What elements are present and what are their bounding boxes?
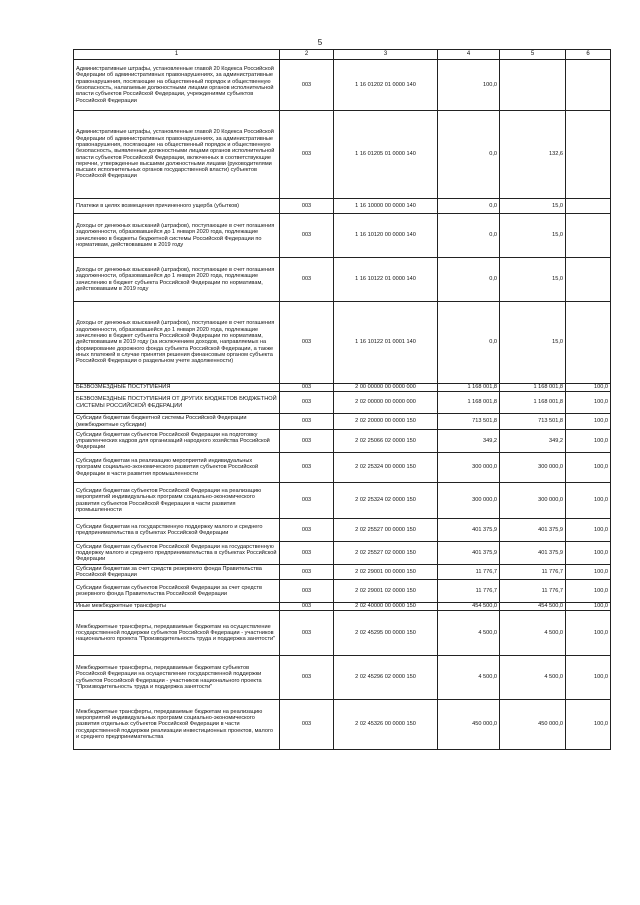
row-name: Субсидии бюджетам субъектов Российской Федерации на подготовку управленческих кадров для организаций народного хозяйства Российской Федерации <box>74 430 280 453</box>
admin-code: 003 <box>280 542 334 565</box>
admin-code: 003 <box>280 214 334 258</box>
row-name: БЕЗВОЗМЕЗДНЫЕ ПОСТУПЛЕНИЯ ОТ ДРУГИХ БЮДЖЕТОВ БЮДЖЕТНОЙ СИСТЕМЫ РОССИЙСКОЙ ФЕДЕРАЦИИ <box>74 392 280 414</box>
table-row <box>74 483 611 519</box>
admin-code: 003 <box>280 392 334 414</box>
fact-value: 300 000,0 <box>500 483 566 519</box>
percent-value: 100,0 <box>566 414 611 430</box>
budget-code: 1 16 10122 01 0000 140 <box>334 258 438 302</box>
fact-value: 15,0 <box>500 302 566 384</box>
fact-value <box>500 60 566 111</box>
admin-code: 003 <box>280 60 334 111</box>
row-name: Административные штрафы, установленные главой 20 Кодекса Российской Федерации об административных правонарушениях, за административные правонарушения, посягающие на общественный порядок и общественную безопасность, налагаемые должностными лицами органов исполнительной власти субъектов Российской Федерации, учреждениями субъектов Российской Федерации <box>74 60 280 111</box>
table-row <box>74 258 611 302</box>
row-name: Субсидии бюджетам на реализацию мероприятий индивидуальных программ социально-экономического развития субъектов Российской Федерации в части развития промышленности <box>74 453 280 483</box>
fact-value: 1 168 001,8 <box>500 384 566 392</box>
column-header: 3 <box>334 50 438 60</box>
row-name: Субсидии бюджетам за счет средств резервного фонда Правительства Российской Федерации <box>74 565 280 580</box>
column-header: 6 <box>566 50 611 60</box>
table-row <box>74 519 611 542</box>
table-row <box>74 214 611 258</box>
plan-value: 401 375,9 <box>438 542 500 565</box>
plan-value: 0,0 <box>438 199 500 214</box>
row-name: Межбюджетные трансферты, передаваемые бюджетам субъектов Российской Федерации на осуществление государственной поддержки субъектов Российской Федерации - участников национального проекта "Производительность труда и поддержка занятости" <box>74 656 280 700</box>
percent-value: 100,0 <box>566 453 611 483</box>
budget-code: 2 02 25527 00 0000 150 <box>334 519 438 542</box>
admin-code: 003 <box>280 656 334 700</box>
budget-code: 1 16 01205 01 0000 140 <box>334 111 438 199</box>
table-row <box>74 453 611 483</box>
budget-code: 2 02 29001 00 0000 150 <box>334 565 438 580</box>
admin-code: 003 <box>280 199 334 214</box>
table-row <box>74 656 611 700</box>
budget-code: 2 02 25066 02 0000 150 <box>334 430 438 453</box>
percent-value: 100,0 <box>566 384 611 392</box>
row-name: Субсидии бюджетам субъектов Российской Федерации за счет средств резервного фонда Правительства Российской Федерации <box>74 580 280 603</box>
budget-code: 2 02 20000 00 0000 150 <box>334 414 438 430</box>
row-name: Доходы от денежных взысканий (штрафов), поступающие в счет погашения задолженности, образовавшейся до 1 января 2020 года, подлежащие зачислению в бюджет субъекта Российской Федерации по нормативам, действовавшим в 2019 году (за исключением доходов, направляемых на формирование дорожного фонда субъекта Российской Федерации, а также иных платежей в случае принятия решения финансовым органом субъекта Российской Федерации о раздельном учете задолженности) <box>74 302 280 384</box>
fact-value: 300 000,0 <box>500 453 566 483</box>
plan-value: 1 168 001,8 <box>438 384 500 392</box>
plan-value: 349,2 <box>438 430 500 453</box>
fact-value: 132,6 <box>500 111 566 199</box>
plan-value: 0,0 <box>438 214 500 258</box>
column-header: 5 <box>500 50 566 60</box>
plan-value: 401 375,9 <box>438 519 500 542</box>
budget-code: 2 02 45295 00 0000 150 <box>334 611 438 656</box>
table-header-row <box>74 50 611 60</box>
plan-value: 300 000,0 <box>438 483 500 519</box>
percent-value: 100,0 <box>566 656 611 700</box>
row-name: Межбюджетные трансферты, передаваемые бюджетам на осуществление государственной поддержки субъектов Российской Федерации - участников национального проекта "Производительность труда и поддержка занятости" <box>74 611 280 656</box>
fact-value: 349,2 <box>500 430 566 453</box>
fact-value: 15,0 <box>500 199 566 214</box>
fact-value: 401 375,9 <box>500 519 566 542</box>
column-header: 4 <box>438 50 500 60</box>
percent-value: 100,0 <box>566 700 611 750</box>
percent-value: 100,0 <box>566 565 611 580</box>
budget-code: 2 02 29001 02 0000 150 <box>334 580 438 603</box>
table-row <box>74 430 611 453</box>
table-row <box>74 384 611 392</box>
budget-code: 2 02 25324 02 0000 150 <box>334 483 438 519</box>
fact-value: 4 500,0 <box>500 611 566 656</box>
fact-value: 4 500,0 <box>500 656 566 700</box>
fact-value: 11 776,7 <box>500 565 566 580</box>
table-row <box>74 542 611 565</box>
admin-code: 003 <box>280 700 334 750</box>
row-name: Субсидии бюджетам субъектов Российской Федерации на государственную поддержку малого и среднего предпринимательства в субъектах Российской Федерации <box>74 542 280 565</box>
plan-value: 4 500,0 <box>438 656 500 700</box>
percent-value: 100,0 <box>566 611 611 656</box>
plan-value: 454 500,0 <box>438 603 500 611</box>
admin-code: 003 <box>280 565 334 580</box>
admin-code: 003 <box>280 519 334 542</box>
plan-value: 1 168 001,8 <box>438 392 500 414</box>
table-row <box>74 565 611 580</box>
percent-value <box>566 302 611 384</box>
budget-code: 2 00 00000 00 0000 000 <box>334 384 438 392</box>
percent-value: 100,0 <box>566 392 611 414</box>
fact-value: 1 168 001,8 <box>500 392 566 414</box>
percent-value <box>566 199 611 214</box>
plan-value: 0,0 <box>438 258 500 302</box>
budget-code: 2 02 25324 00 0000 150 <box>334 453 438 483</box>
plan-value: 713 501,8 <box>438 414 500 430</box>
admin-code: 003 <box>280 611 334 656</box>
column-header: 2 <box>280 50 334 60</box>
admin-code: 003 <box>280 603 334 611</box>
table-row <box>74 414 611 430</box>
budget-code: 1 16 01202 01 0000 140 <box>334 60 438 111</box>
table-row <box>74 611 611 656</box>
fact-value: 15,0 <box>500 214 566 258</box>
budget-code: 2 02 00000 00 0000 000 <box>334 392 438 414</box>
budget-code: 2 02 40000 00 0000 150 <box>334 603 438 611</box>
percent-value <box>566 60 611 111</box>
percent-value: 100,0 <box>566 430 611 453</box>
plan-value: 100,0 <box>438 60 500 111</box>
fact-value: 454 500,0 <box>500 603 566 611</box>
percent-value <box>566 214 611 258</box>
table-row <box>74 199 611 214</box>
admin-code: 003 <box>280 111 334 199</box>
admin-code: 003 <box>280 384 334 392</box>
page-number: 5 <box>317 38 323 47</box>
percent-value: 100,0 <box>566 580 611 603</box>
percent-value: 100,0 <box>566 483 611 519</box>
percent-value <box>566 258 611 302</box>
row-name: Платежи в целях возмещения причиненного ущерба (убытков) <box>74 199 280 214</box>
admin-code: 003 <box>280 453 334 483</box>
plan-value: 0,0 <box>438 111 500 199</box>
admin-code: 003 <box>280 258 334 302</box>
row-name: Субсидии бюджетам субъектов Российской Федерации на реализацию мероприятий индивидуальных программ социально-экономического развития субъектов Российской Федерации в части развития промышленности <box>74 483 280 519</box>
budget-code: 1 16 10122 01 0001 140 <box>334 302 438 384</box>
admin-code: 003 <box>280 414 334 430</box>
row-name: Доходы от денежных взысканий (штрафов), поступающие в счет погашения задолженности, образовавшейся до 1 января 2020 года, подлежащие зачислению в бюджеты бюджетной системы Российской Федерации по нормативам, действовавшим в 2019 году <box>74 214 280 258</box>
table-row <box>74 603 611 611</box>
table-row <box>74 302 611 384</box>
table-row <box>74 700 611 750</box>
table-row <box>74 580 611 603</box>
plan-value: 300 000,0 <box>438 453 500 483</box>
percent-value: 100,0 <box>566 519 611 542</box>
plan-value: 11 776,7 <box>438 580 500 603</box>
row-name: Межбюджетные трансферты, передаваемые бюджетам на реализацию мероприятий индивидуальных программ социально-экономического развития отдельных субъектов Российской Федерации в части государственной поддержки реализации инвестиционных проектов, малого и среднего предпринимательства <box>74 700 280 750</box>
fact-value: 401 375,9 <box>500 542 566 565</box>
column-header: 1 <box>74 50 280 60</box>
budget-code: 2 02 25527 02 0000 150 <box>334 542 438 565</box>
row-name: Доходы от денежных взысканий (штрафов), поступающие в счет погашения задолженности, образовавшейся до 1 января 2020 года, подлежащие зачислению в бюджет субъекта Российской Федерации по нормативам, действовавшим в 2019 году <box>74 258 280 302</box>
admin-code: 003 <box>280 302 334 384</box>
table-row <box>74 392 611 414</box>
percent-value: 100,0 <box>566 542 611 565</box>
budget-code: 2 02 45296 02 0000 150 <box>334 656 438 700</box>
row-name: Иные межбюджетные трансферты <box>74 603 280 611</box>
percent-value: 100,0 <box>566 603 611 611</box>
plan-value: 450 000,0 <box>438 700 500 750</box>
plan-value: 0,0 <box>438 302 500 384</box>
budget-table <box>73 49 611 750</box>
row-name: Субсидии бюджетам на государственную поддержку малого и среднего предпринимательства в субъектах Российской Федерации <box>74 519 280 542</box>
row-name: Субсидии бюджетам бюджетной системы Российской Федерации (межбюджетные субсидии) <box>74 414 280 430</box>
admin-code: 003 <box>280 430 334 453</box>
plan-value: 11 776,7 <box>438 565 500 580</box>
budget-code: 1 16 10000 00 0000 140 <box>334 199 438 214</box>
fact-value: 15,0 <box>500 258 566 302</box>
budget-code: 1 16 10120 00 0000 140 <box>334 214 438 258</box>
row-name: БЕЗВОЗМЕЗДНЫЕ ПОСТУПЛЕНИЯ <box>74 384 280 392</box>
row-name: Административные штрафы, установленные главой 20 Кодекса Российской Федерации об административных правонарушениях, за административные правонарушения, посягающие на общественный порядок и общественную безопасность, выявленные должностными лицами органов исполнительной власти субъектов Российской Федерации, включенных в соответствующие перечни, утвержденные высшими должностными лицами (руководителями высших исполнительных органов государственной власти) субъектов Российской Федерации <box>74 111 280 199</box>
table-row <box>74 111 611 199</box>
table-body <box>74 60 611 750</box>
fact-value: 11 776,7 <box>500 580 566 603</box>
percent-value <box>566 111 611 199</box>
admin-code: 003 <box>280 580 334 603</box>
plan-value: 4 500,0 <box>438 611 500 656</box>
fact-value: 450 000,0 <box>500 700 566 750</box>
admin-code: 003 <box>280 483 334 519</box>
budget-code: 2 02 45326 00 0000 150 <box>334 700 438 750</box>
table-row <box>74 60 611 111</box>
fact-value: 713 501,8 <box>500 414 566 430</box>
